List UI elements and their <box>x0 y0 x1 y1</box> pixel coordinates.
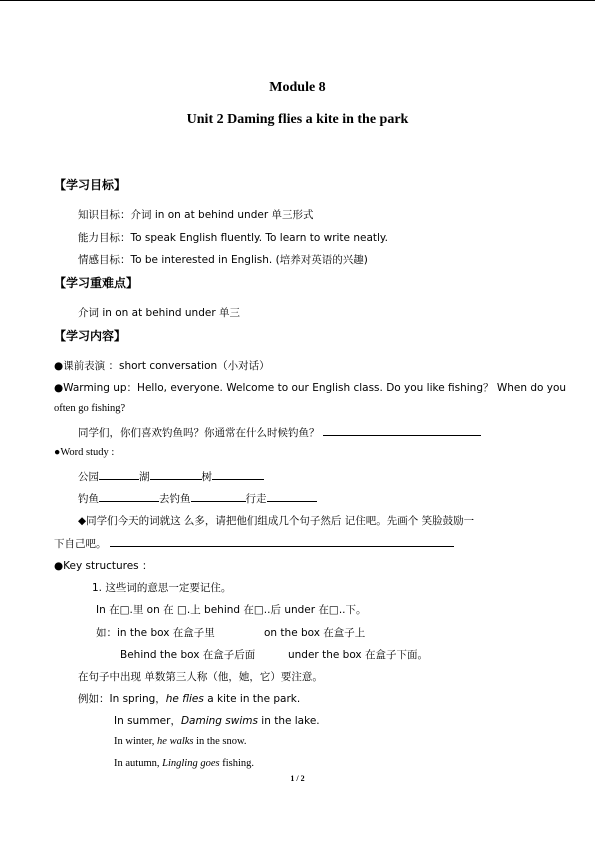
sentence-rest: in the snow. <box>193 736 247 747</box>
unit-title: Unit 2 Daming flies a kite in the park <box>186 112 409 127</box>
example-sentence-2 <box>114 713 320 728</box>
ability-goal: 能力目标：To speak English fluently. To learn to write neatly. <box>78 232 388 244</box>
task-line-2-text: 下自己吧。 <box>54 538 107 550</box>
task-line-2 <box>54 536 454 551</box>
word-blank <box>150 469 202 480</box>
answer-blank <box>323 425 481 436</box>
word-row-2 <box>78 491 317 506</box>
page-number: 1 / 2 <box>290 774 305 783</box>
sentence-prefix: 例如：In spring， <box>78 693 166 705</box>
warmup-chinese-question <box>78 425 481 440</box>
module-title: Module 8 <box>269 80 326 95</box>
example-sentence-1 <box>78 691 300 706</box>
sentence-rest: in the lake. <box>257 715 320 727</box>
word-park: 公园 <box>78 471 99 483</box>
example-under-the-box: under the box 在盒子下面。 <box>288 649 428 661</box>
examples-line-b <box>120 647 428 662</box>
example-behind-the-box: Behind the box 在盒子后面 <box>120 649 256 661</box>
warmup-chinese-text: 同学们，你们喜欢钓鱼吗？你通常在什么时候钓鱼？ <box>78 427 320 439</box>
example-sentence-4 <box>114 758 254 769</box>
word-row-1 <box>78 469 264 484</box>
sentence-emphasis: he walks <box>157 736 194 747</box>
example-on-the-box: on the box 在盒子上 <box>264 627 366 639</box>
sentence-emphasis: he flies <box>165 693 204 705</box>
sentence-emphasis: Lingling goes <box>162 758 220 769</box>
sentence-prefix: In winter, <box>114 736 158 747</box>
sentence-emphasis: Daming swims <box>180 715 258 727</box>
answer-blank <box>110 536 454 547</box>
word-go-fishing: 去钓鱼 <box>159 493 191 505</box>
knowledge-goal: 知识目标：介词 in on at behind under 单三形式 <box>78 209 314 221</box>
word-blank <box>99 491 159 502</box>
key-points-heading: 【学习重难点】 <box>54 276 139 290</box>
sentence-rest: fishing. <box>219 758 255 769</box>
warmup-line-2: often go fishing? <box>54 403 126 414</box>
point-1: 1. 这些词的意思一定要记住。 <box>92 582 232 594</box>
warmup-line-1: ●Warming up：Hello, everyone. Welcome to our English class. Do you like fishing？ When do you <box>54 382 567 394</box>
emotion-goal: 情感目标：To be interested in English. (培养对英语的兴趣) <box>78 254 368 266</box>
task-line-1: ◆同学们今天的词就这 么多，请把他们组成几个句子然后 记住吧。先画个 笑脸鼓励一 <box>78 515 475 527</box>
prepositions-line: In 在□.里 on 在 □.上 behind 在□..后 under 在□..下。 <box>96 604 367 616</box>
word-fishing: 钓鱼 <box>78 493 99 505</box>
example-sentence-3 <box>114 736 246 747</box>
content-heading: 【学习内容】 <box>54 329 127 343</box>
word-blank <box>191 491 246 502</box>
pre-class-performance: ●课前表演 ：short conversation（小对话） <box>54 360 270 372</box>
word-blank <box>99 469 139 480</box>
sentence-prefix: In summer， <box>114 715 181 727</box>
word-blank <box>212 469 264 480</box>
key-structures-label: ●Key structures ： <box>54 560 153 572</box>
word-tree: 树 <box>201 471 212 483</box>
examples-line-a <box>96 625 366 640</box>
key-points-text: 介词 in on at behind under 单三 <box>78 307 240 319</box>
example-in-the-box: 如：in the box 在盒子里 <box>96 627 215 639</box>
word-walk: 行走 <box>245 493 267 505</box>
goals-heading: 【学习目标】 <box>54 178 127 192</box>
page-top-rule <box>0 0 595 1</box>
third-person-note: 在句子中出现 单数第三人称（他，她，它）要注意。 <box>78 671 323 683</box>
sentence-rest: a kite in the park. <box>203 693 301 705</box>
word-lake: 湖 <box>139 471 150 483</box>
word-study-label: ●Word study : <box>54 447 115 458</box>
word-blank <box>267 491 317 502</box>
sentence-prefix: In autumn, <box>114 758 163 769</box>
